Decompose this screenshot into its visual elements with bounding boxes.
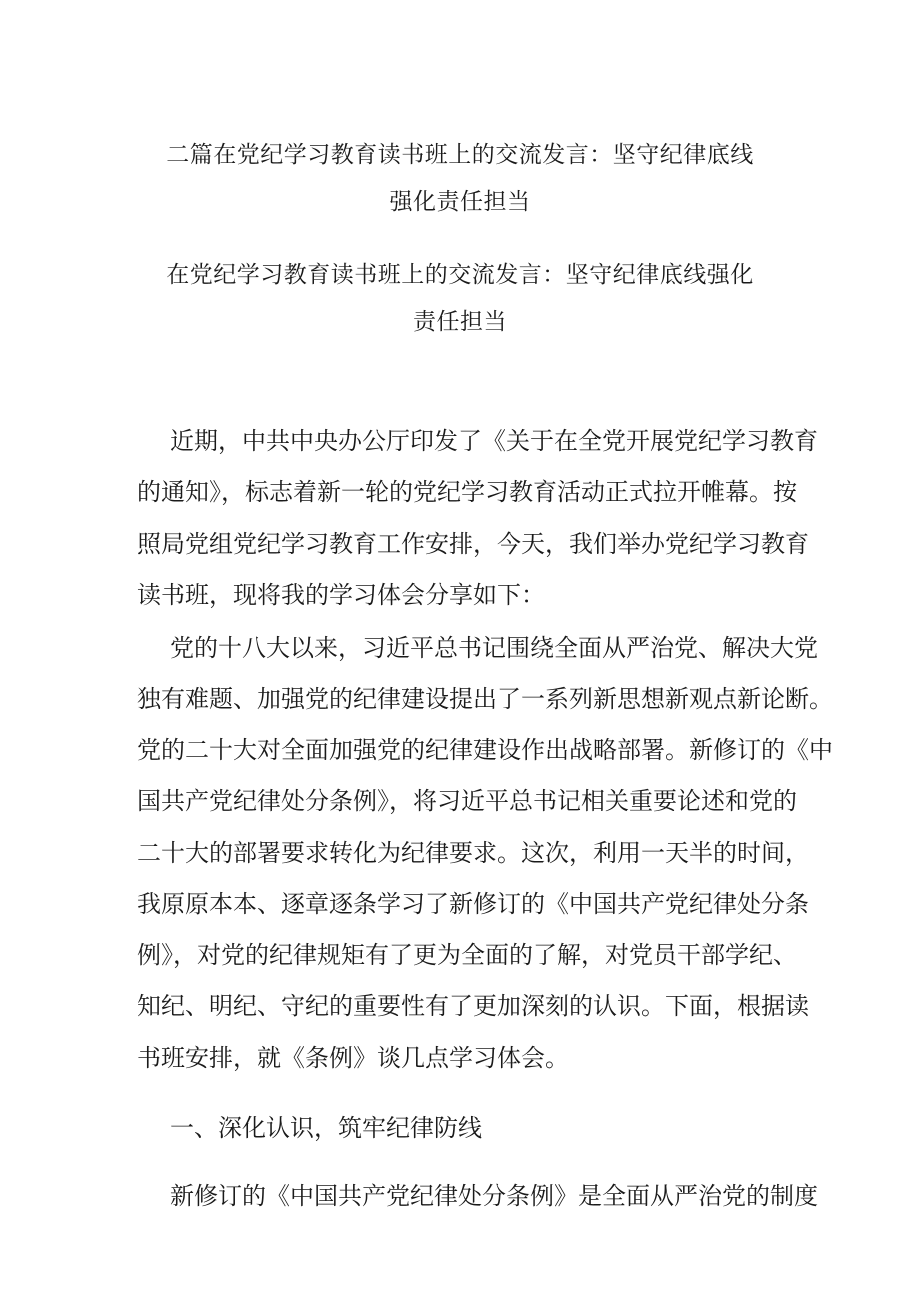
paragraph-1-line-4: 读书班，现将我的学习体会分享如下： [137,581,545,609]
paragraph-2-line-4: 国共产党纪律处分条例》，将习近平总书记相关重要论述和党的 [137,787,797,815]
paragraph-2-line-2: 独有难题、加强党的纪律建设提出了一系列新思想新观点新论断。 [137,685,833,713]
section-heading: 一、深化认识，筑牢纪律防线 [170,1114,482,1142]
paragraph-2-line-5: 二十大的部署要求转化为纪律要求。这次，利用一天半的时间， [137,839,809,867]
paragraph-2-line-9: 书班安排，就《条例》谈几点学习体会。 [137,1044,569,1072]
paragraph-2-line-1: 党的十八大以来，习近平总书记围绕全面从严治党、解决大党 [170,634,818,662]
paragraph-2-line-6: 我原原本本、逐章逐条学习了新修订的《中国共产党纪律处分条 [137,890,809,918]
document-title-2-line-2: 责任担当 [413,309,507,335]
document-title-2-line-1: 在党纪学习教育读书班上的交流发言：坚守纪律底线强化 [166,262,754,288]
document-title-1-line-2: 强化责任担当 [389,189,531,215]
paragraph-1-line-2: 的通知》，标志着新一轮的党纪学习教育活动正式拉开帷幕。按 [137,478,797,506]
paragraph-1-line-3: 照局党组党纪学习教育工作安排，今天，我们举办党纪学习教育 [137,530,809,558]
paragraph-1-line-1: 近期，中共中央办公厅印发了《关于在全党开展党纪学习教育 [170,427,818,455]
paragraph-2-line-8: 知纪、明纪、守纪的重要性有了更加深刻的认识。下面，根据读 [137,992,809,1020]
paragraph-3-line-1: 新修订的《中国共产党纪律处分条例》是全面从严治党的制度 [170,1182,818,1210]
paragraph-2-line-7: 例》，对党的纪律规矩有了更为全面的了解，对党员干部学纪、 [137,941,797,969]
document-title-1-line-1: 二篇在党纪学习教育读书班上的交流发言：坚守纪律底线 [166,142,754,168]
paragraph-2-line-3: 党的二十大对全面加强党的纪律建设作出战略部署。新修订的《中 [137,736,833,764]
